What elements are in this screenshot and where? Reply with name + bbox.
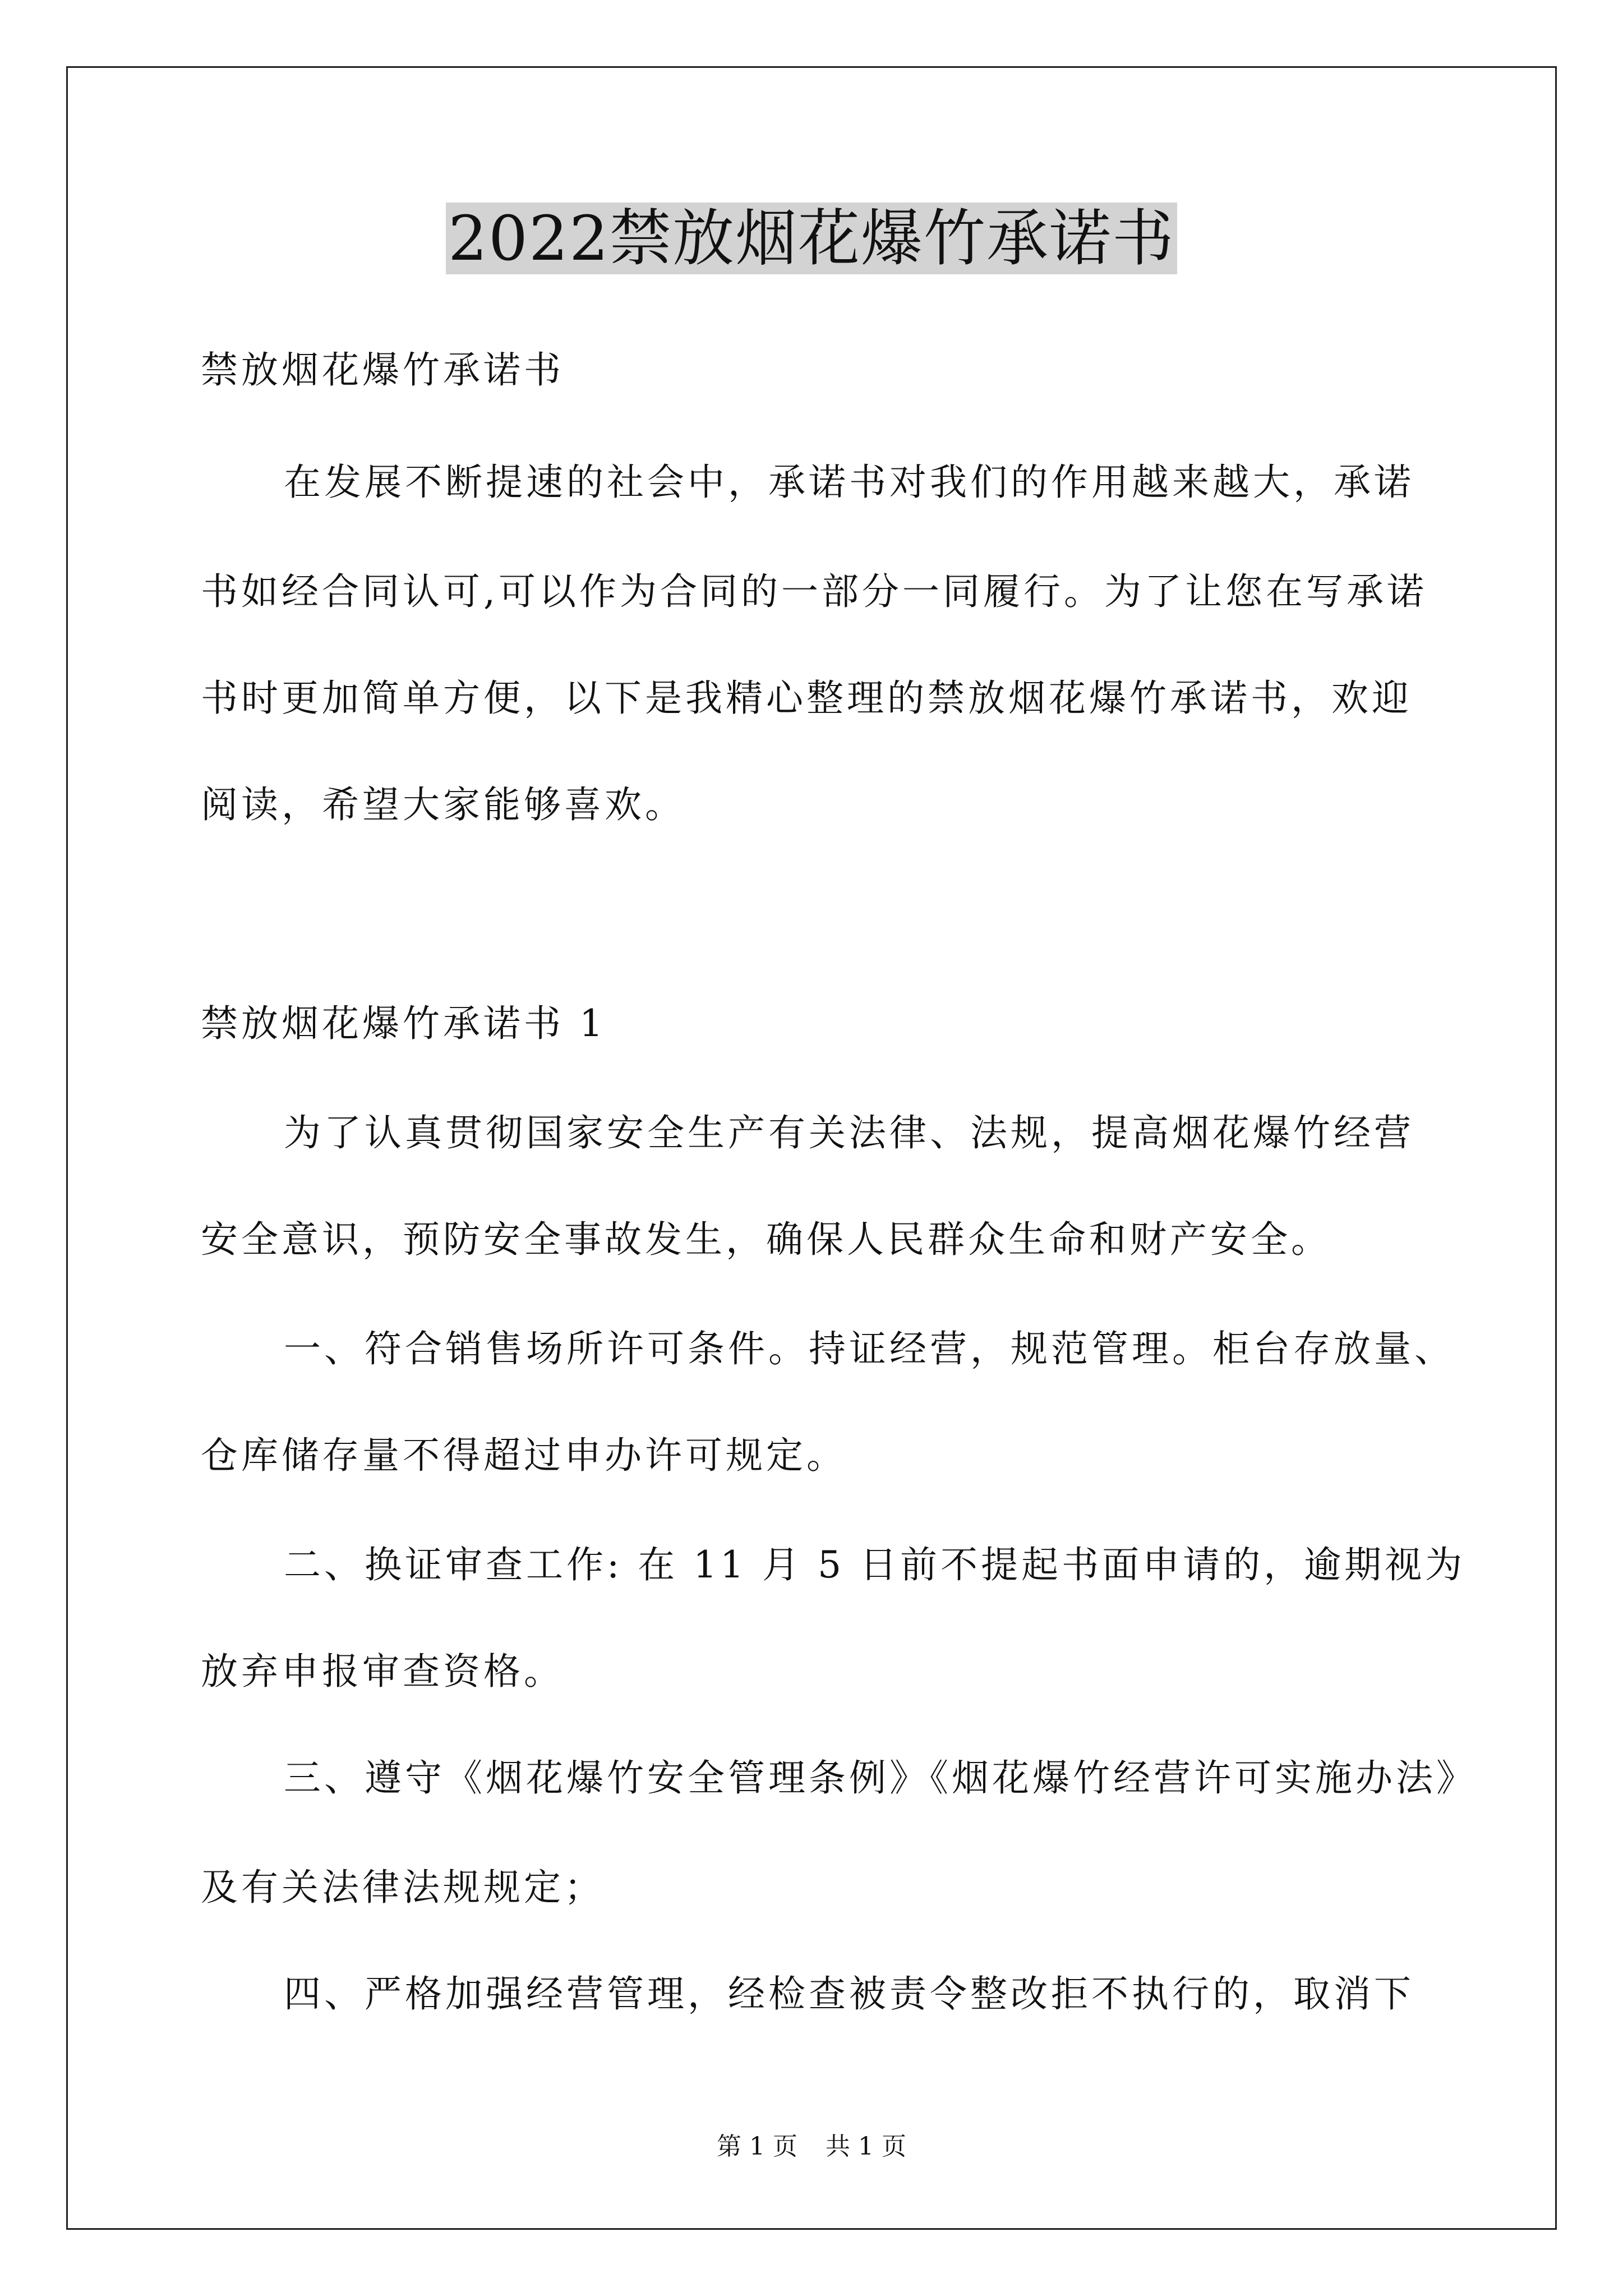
- section-heading: 禁放烟花爆竹承诺书: [201, 348, 564, 392]
- document-title-text: 2022禁放烟花爆竹承诺书: [446, 203, 1177, 274]
- page-total: 共 1 页: [826, 2132, 906, 2161]
- paragraph-line: 四、严格加强经营管理，经检查被责令整改拒不执行的，取消下: [284, 1972, 1414, 2016]
- page-footer: [0, 2130, 1623, 2164]
- paragraph-line: 及有关法律法规规定；: [201, 1866, 605, 1909]
- paragraph-line: 为了认真贯彻国家安全生产有关法律、法规，提高烟花爆竹经营: [284, 1111, 1414, 1154]
- page-number: 第 1 页: [717, 2132, 797, 2161]
- paragraph-line: 仓库储存量不得超过申办许可规定。: [201, 1434, 847, 1477]
- paragraph-line: 放弃申报审查资格。: [201, 1650, 564, 1693]
- section-heading: 禁放烟花爆竹承诺书 1: [201, 1002, 606, 1045]
- paragraph-line: 在发展不断提速的社会中，承诺书对我们的作用越来越大，承诺: [284, 461, 1414, 504]
- paragraph-line: 三、遵守《烟花爆竹安全管理条例》《烟花爆竹经营许可实施办法》: [284, 1756, 1477, 1800]
- paragraph-line: 书如经合同认可,可以作为合同的一部分一同履行。为了让您在写承诺: [201, 570, 1427, 613]
- paragraph-line: 二、换证审查工作: 在 11 月 5 日前不提起书面申请的，逾期视为: [284, 1543, 1466, 1586]
- paragraph-line: 一、符合销售场所许可条件。持证经营，规范管理。柜台存放量、: [284, 1327, 1455, 1370]
- document-title: [0, 199, 1623, 278]
- paragraph-line: 安全意识，预防安全事故发生，确保人民群众生命和财产安全。: [201, 1218, 1331, 1261]
- paragraph-line: 阅读，希望大家能够喜欢。: [201, 783, 685, 826]
- paragraph-line: 书时更加简单方便，以下是我精心整理的禁放烟花爆竹承诺书，欢迎: [201, 677, 1412, 720]
